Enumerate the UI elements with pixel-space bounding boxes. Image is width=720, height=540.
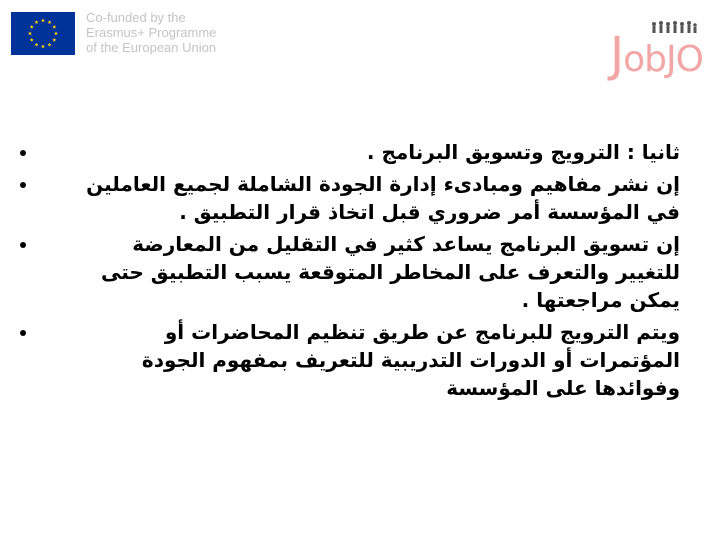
bullet-item (60, 230, 680, 314)
bullet-line: ثانيا : الترويج وتسويق البرنامج . (366, 140, 680, 164)
slide-body (60, 138, 680, 406)
eu-text-line-1: Co-funded by the (86, 10, 186, 25)
eu-cofunded-text (86, 10, 216, 55)
eu-flag (11, 12, 75, 55)
bullet-item (60, 318, 680, 402)
bullet-line: يمكن مراجعتها . (521, 288, 680, 312)
bullet-dot-icon (20, 182, 26, 188)
bullet-dot-icon (20, 242, 26, 248)
bullet-line: إن نشر مفاهيم ومبادىء إدارة الجودة الشاملة لجميع العاملين (86, 172, 680, 196)
bullet-line: إن تسويق البرنامج يساعد كثير في التقليل من المعارضة (132, 232, 680, 256)
bullet-line: في المؤسسة أمر ضروري قبل اتخاذ قرار التطبيق . (179, 200, 680, 224)
eu-flag-stars-icon (11, 12, 75, 55)
logo-rest: obJO (623, 39, 703, 80)
bullet-line: للتغيير والتعرف على المخاطر المتوقعة يسبب التطبيق حتى (101, 260, 680, 284)
bullet-item (60, 170, 680, 226)
eu-text-line-2: Erasmus+ Programme (86, 25, 217, 40)
bullet-item (60, 138, 680, 166)
bullet-dot-icon (20, 150, 26, 156)
bullet-line: وفوائدها على المؤسسة (446, 376, 680, 400)
eu-text-line-3: of the European Union (86, 40, 217, 55)
logo-initial: J (610, 27, 624, 83)
bullet-line: ويتم الترويج للبرنامج عن طريق تنظيم المحاضرات أو (164, 320, 680, 344)
logo-wordmark (610, 27, 703, 85)
jobjo-logo (610, 20, 710, 83)
bullet-dot-icon (20, 330, 26, 336)
bullet-line: المؤتمرات أو الدورات التدريبية للتعريف بمفهوم الجودة (141, 348, 680, 372)
